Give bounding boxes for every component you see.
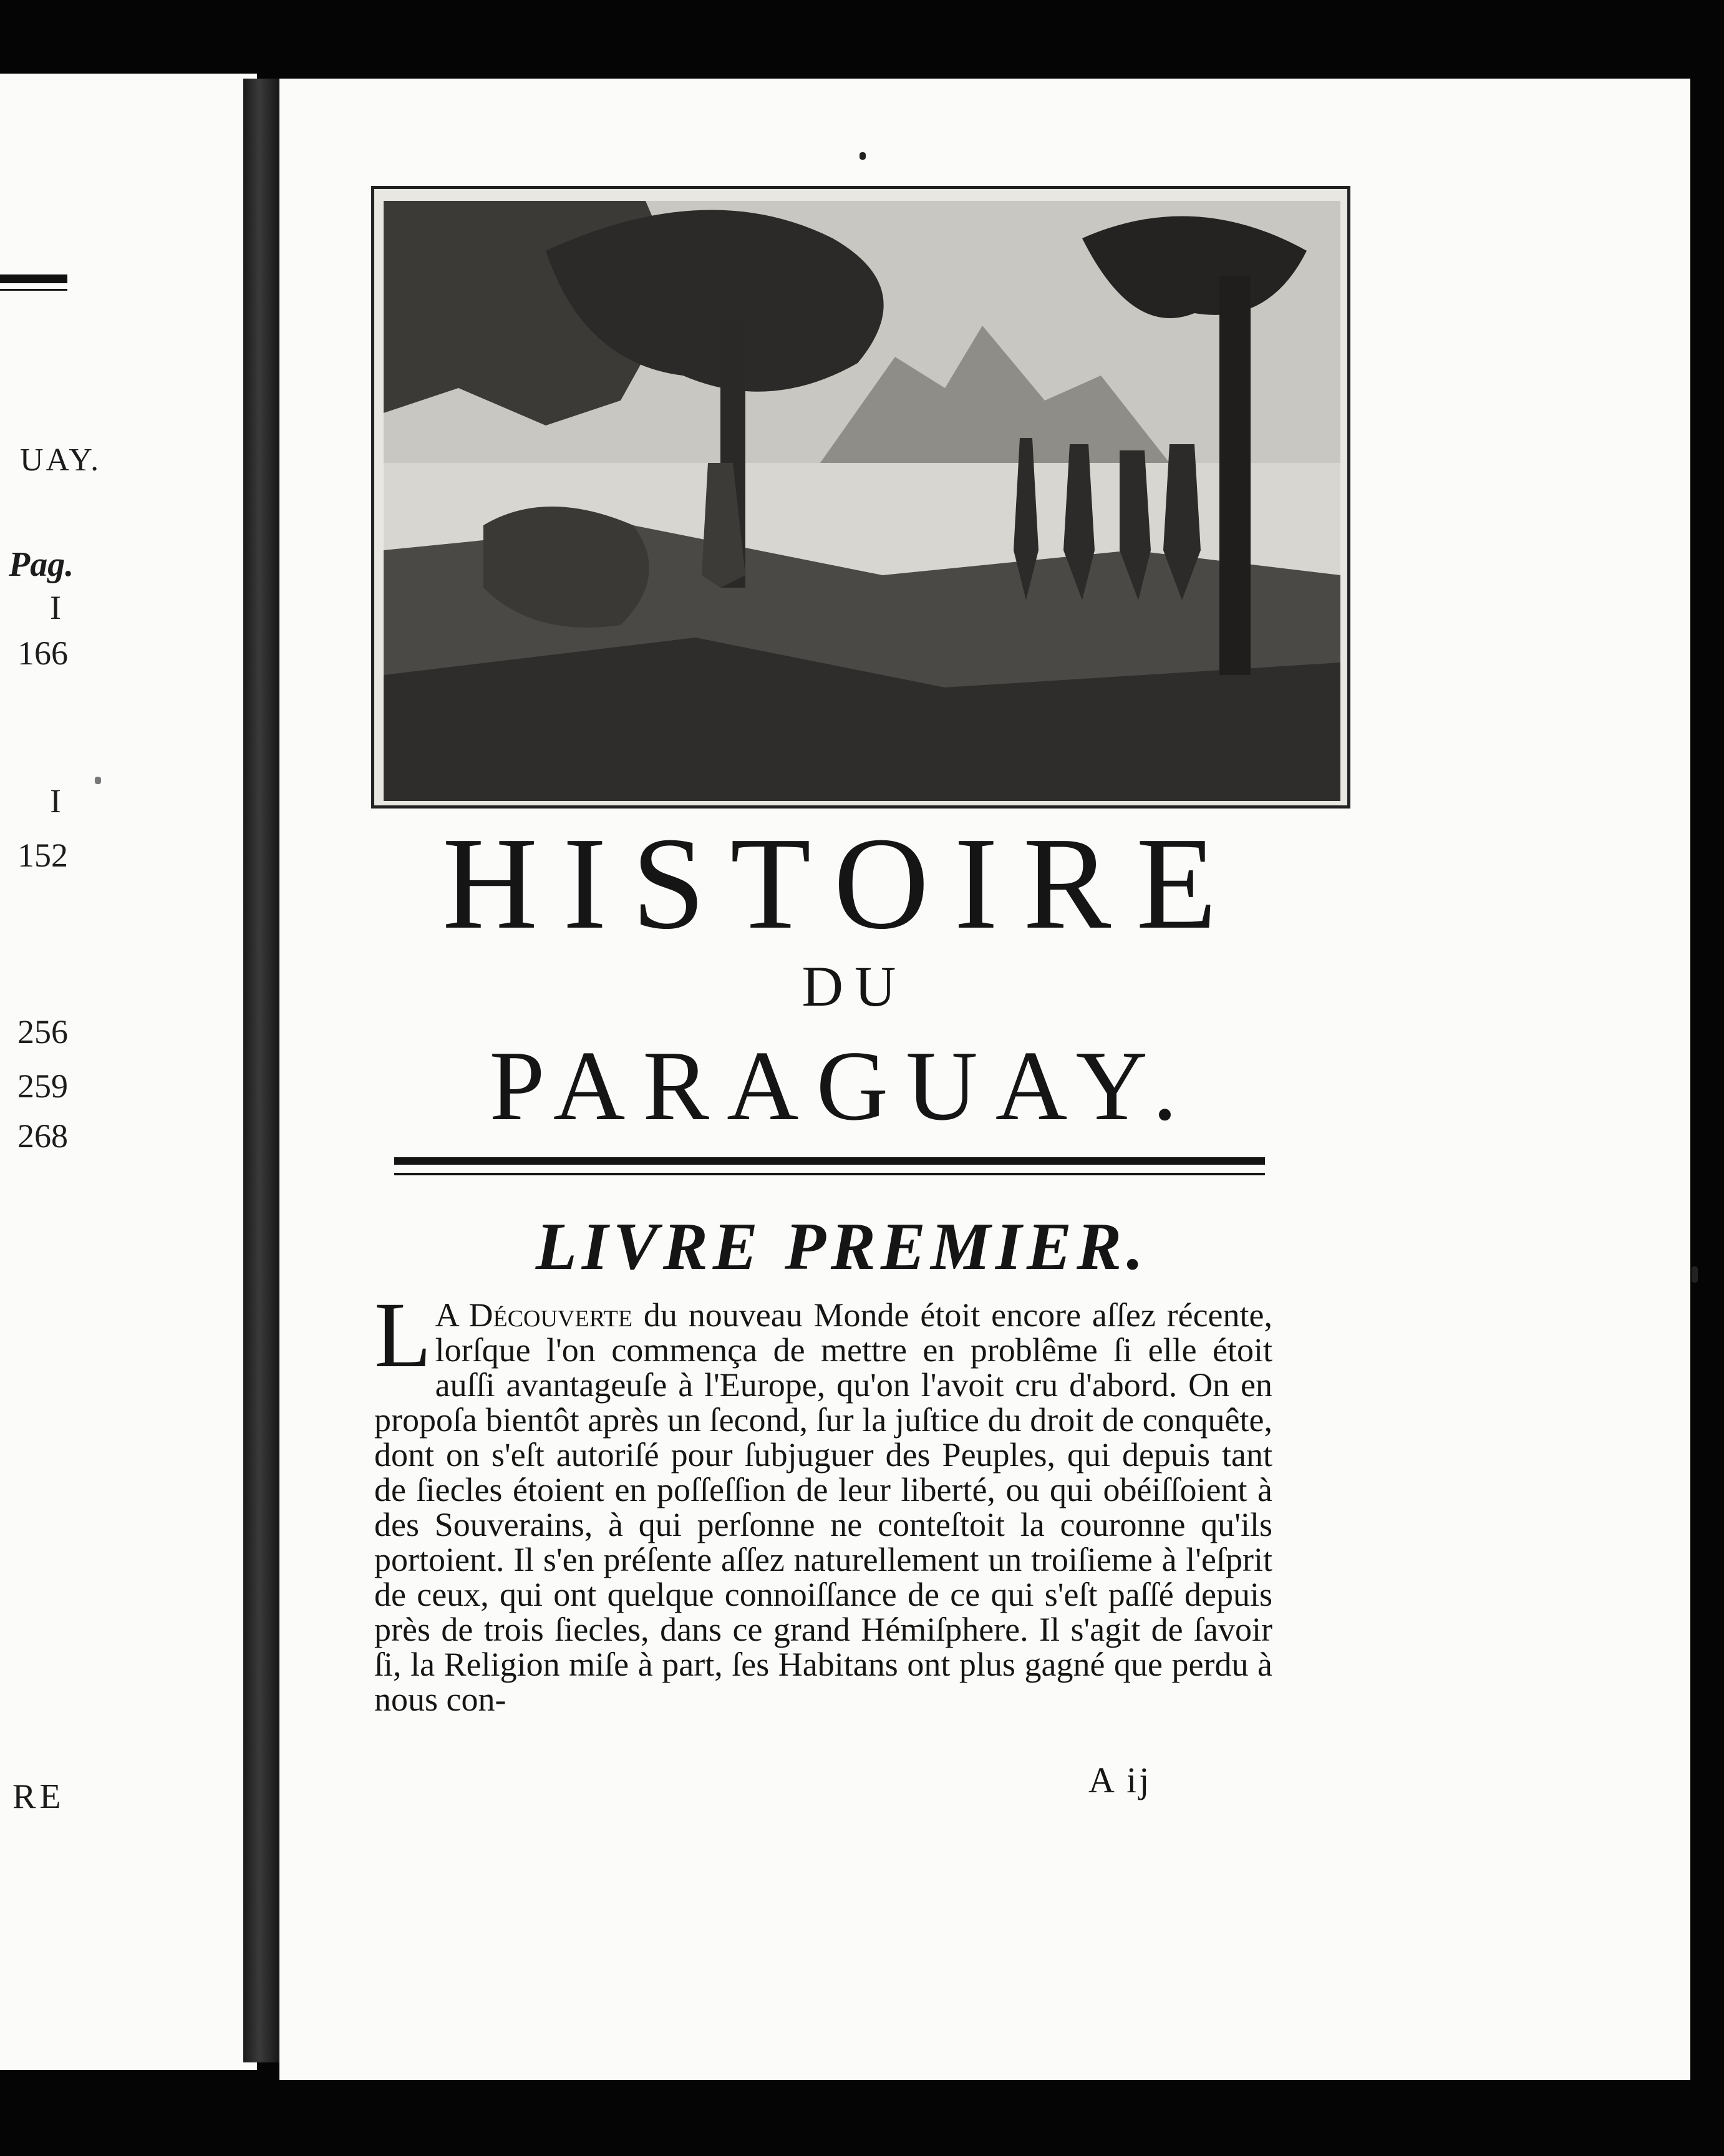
ink-speck bbox=[860, 152, 866, 160]
ink-speck bbox=[1692, 1266, 1698, 1283]
engraved-landscape-icon bbox=[384, 201, 1340, 801]
left-page-ref: 152 bbox=[17, 837, 68, 874]
book-heading: LIVRE PREMIER. bbox=[535, 1210, 1149, 1284]
ink-speck bbox=[95, 777, 101, 784]
left-page-ref: 256 bbox=[17, 1013, 68, 1051]
left-page-ref: 268 bbox=[17, 1117, 68, 1155]
title-rule-thin bbox=[394, 1173, 1265, 1175]
opening-words: A Découverte bbox=[435, 1296, 633, 1334]
left-running-title: UAY. bbox=[20, 442, 102, 478]
left-page-ref: 259 bbox=[17, 1067, 68, 1105]
left-page bbox=[0, 74, 257, 2070]
drop-cap: L bbox=[374, 1283, 432, 1387]
book-title: HISTOIRE bbox=[442, 810, 1242, 956]
left-page-ref: I bbox=[50, 782, 61, 820]
left-page-rule-thin bbox=[0, 289, 67, 291]
signature-mark: A ij bbox=[1088, 1760, 1152, 1800]
title-rule-thick bbox=[394, 1157, 1265, 1165]
left-page-rule bbox=[0, 274, 67, 283]
title-paraguay: PARAGUAY. bbox=[489, 1030, 1195, 1141]
left-page-ref: I bbox=[50, 589, 61, 626]
title-du: DU bbox=[801, 954, 908, 1018]
left-catchword: RE bbox=[12, 1777, 65, 1816]
body-paragraph bbox=[374, 1283, 1272, 1718]
left-pag-label: Pag. bbox=[9, 545, 74, 584]
book-gutter bbox=[243, 79, 283, 2062]
left-page-ref: 166 bbox=[17, 634, 68, 672]
body-text: du nouveau Monde étoit encore aſſez récente, lorſque l'on commença de mettre en problême ſi elle étoit auſſi avantageuſe à l'Europe, qu'on l'avoit cru d'abord. On en propoſa bientôt après un ſecond, ſur la juſtice du droit de conquête, dont on s'eſt autoriſé pour ſubjuguer des Peuples, qui depuis tant de ſiecles étoient en poſſeſſion de leur liberté, ou qui obéiſſoient à des Souverains, à qui perſonne ne conteſtoit la couronne qu'ils portoient. Il s'en préſente aſſez naturellement un troiſieme à l'eſprit de ceux, qui ont quelque connoiſſance de ce qui s'eſt paſſé depuis près de trois ſiecles, dans ce grand Hémiſphere. Il s'agit de ſavoir ſi, la Religion miſe à part, ſes Habitans ont plus gagné que perdu à nous con- bbox=[374, 1296, 1272, 1718]
